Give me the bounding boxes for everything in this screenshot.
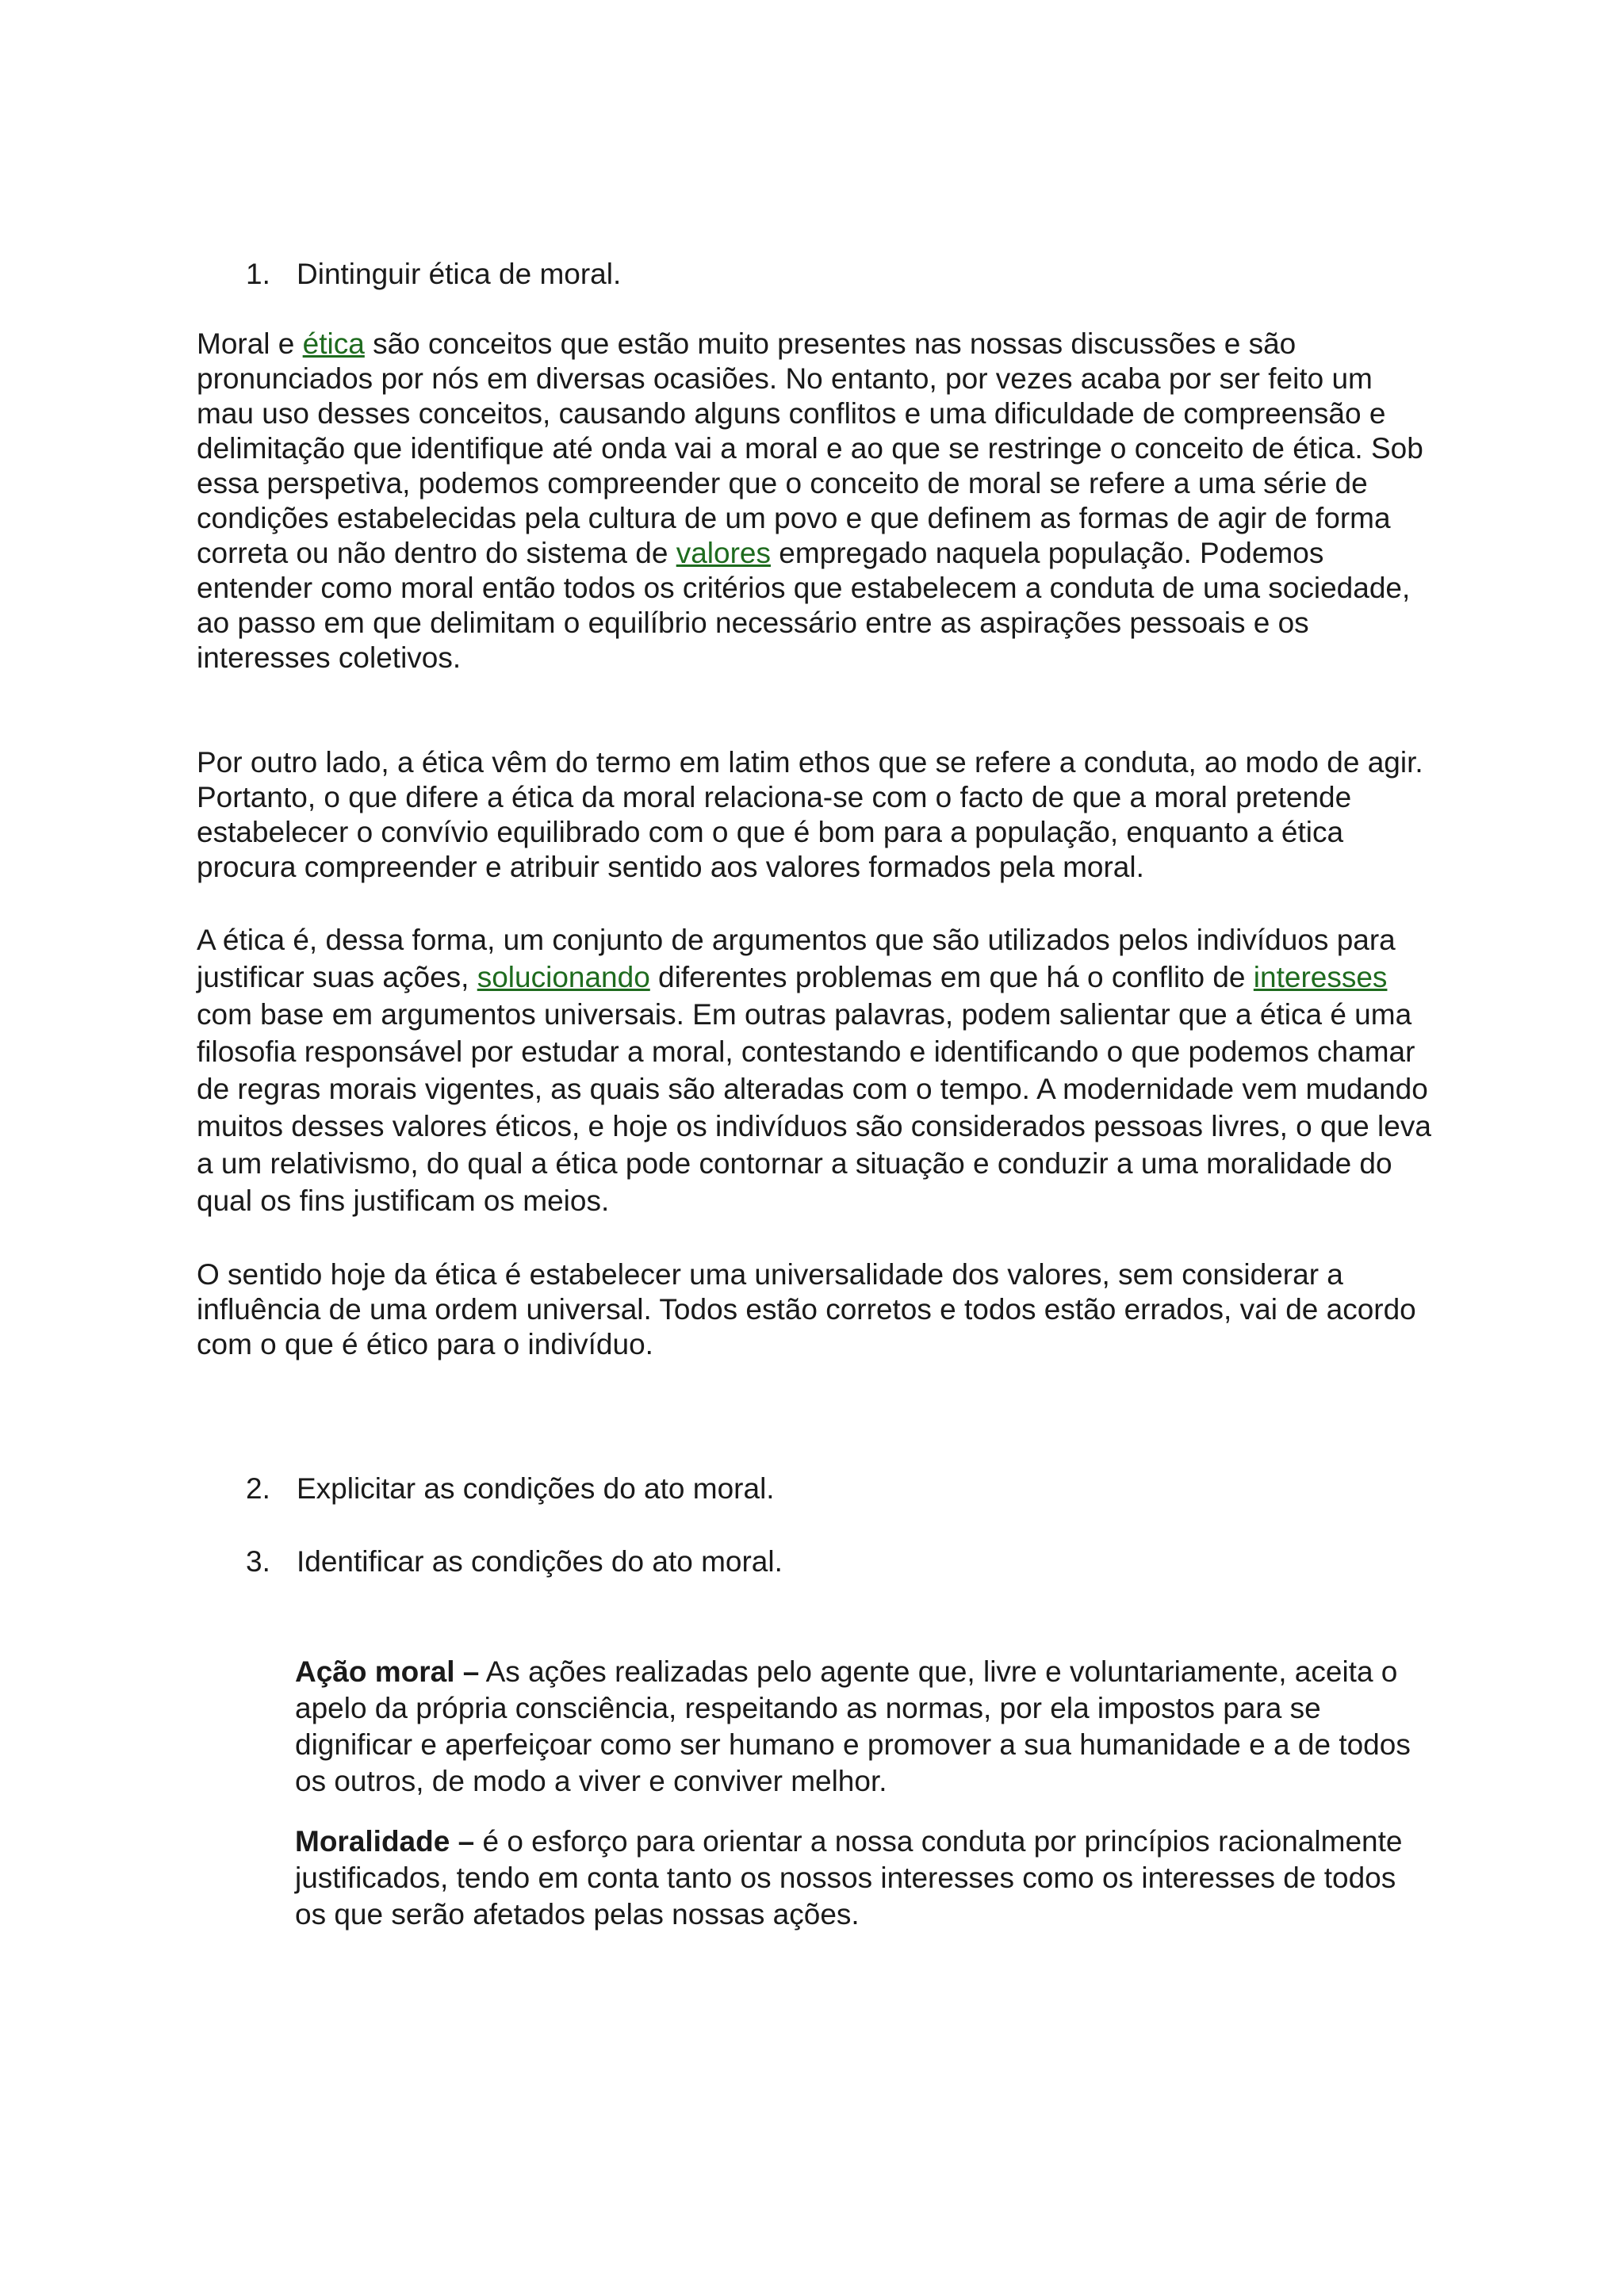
- list-text: Dintinguir ética de moral.: [297, 258, 622, 290]
- definition-term: Ação moral –: [295, 1655, 480, 1688]
- link-solucionando[interactable]: solucionando: [477, 961, 650, 993]
- definition-acao-moral: [295, 1654, 1434, 1800]
- definition-term: Moralidade –: [295, 1825, 475, 1858]
- definition-text: As ações realizadas pelo agente que, livre e voluntariamente, aceita o apelo da própria consciência, respeitando as normas, por ela impostos para se dignificar e aperfeiçoar como ser humano e promover a sua humanidade e a de todos os outros, de modo a viver e conviver melhor.: [295, 1655, 1411, 1797]
- text-run: diferentes problemas em que há o conflito de: [649, 961, 1254, 993]
- list-number: 2.: [246, 1472, 270, 1505]
- text-run: com base em argumentos universais. Em outras palavras, podem salientar que a ética é uma filosofia responsável por estudar a moral, contestando e identificando o que podemos chamar de regras morais vigentes, as quais são alteradas com o tempo. A modernidade vem mudando muitos desses valores éticos, e hoje os indivíduos são considerados pessoas livres, o que leva a um relativismo, do qual a ética pode contornar a situação e conduzir a uma moralidade do qual os fins justificam os meios.: [197, 998, 1431, 1217]
- list-text: Identificar as condições do ato moral.: [297, 1545, 783, 1578]
- list-number: 1.: [246, 258, 270, 290]
- list-number: 3.: [246, 1545, 270, 1578]
- text-run: empregado naquela população. Podemos entender como moral então todos os critérios que estabelecem a conduta de uma sociedade, ao passo em que delimitam o equilíbrio necessário entre as aspirações pessoais e os interesses coletivos.: [197, 537, 1411, 674]
- paragraph-2: Por outro lado, a ética vêm do termo em latim ethos que se refere a conduta, ao modo de agir. Portanto, o que difere a ética da moral relaciona-se com o facto de que a moral pretende estabelecer o convívio equilibrado com o que é bom para a população, enquanto a ética procura compreender e atribuir sentido aos valores formados pela moral.: [197, 746, 1423, 883]
- link-interesses[interactable]: interesses: [1253, 961, 1388, 993]
- link-etica[interactable]: ética: [302, 327, 365, 360]
- list-item-2: [246, 1471, 775, 1506]
- list-item-3: [246, 1544, 783, 1579]
- paragraph-4: O sentido hoje da ética é estabelecer uma universalidade dos valores, sem considerar a influência de uma ordem universal. Todos estão corretos e todos estão errados, vai de acordo com o que é ético para o indivíduo.: [197, 1258, 1416, 1360]
- list-text: Explicitar as condições do ato moral.: [297, 1472, 775, 1505]
- text-run: A ética é, dessa forma, um conjunto de argumentos que são utilizados pelos indivíduos para justificar suas ações,: [197, 924, 1396, 993]
- text-run: são conceitos que estão muito presentes nas nossas discussões e são pronunciados por nós em diversas ocasiões. No entanto, por vezes acaba por ser feito um mau uso desses conceitos, causando alguns conflitos e uma dificuldade de compreensão e delimitação que identifique até onda vai a moral e ao que se restringe o conceito de ética. Sob essa perspetiva, podemos compreender que o conceito de moral se refere a uma série de condições estabelecidas pela cultura de um povo e que definem as formas de agir de forma correta ou não dentro do sistema de: [197, 327, 1423, 569]
- paragraph-1: [197, 327, 1434, 675]
- paragraph-3: [197, 921, 1434, 1219]
- list-item-1: [246, 257, 621, 292]
- link-valores[interactable]: valores: [676, 537, 771, 569]
- definition-text: é o esforço para orientar a nossa conduta por princípios racionalmente justificados, tendo em conta tanto os nossos interesses como os interesses de todos os que serão afetados pelas nossas ações.: [295, 1825, 1403, 1931]
- definition-moralidade: [295, 1823, 1434, 1933]
- text-run: Moral e: [197, 327, 303, 360]
